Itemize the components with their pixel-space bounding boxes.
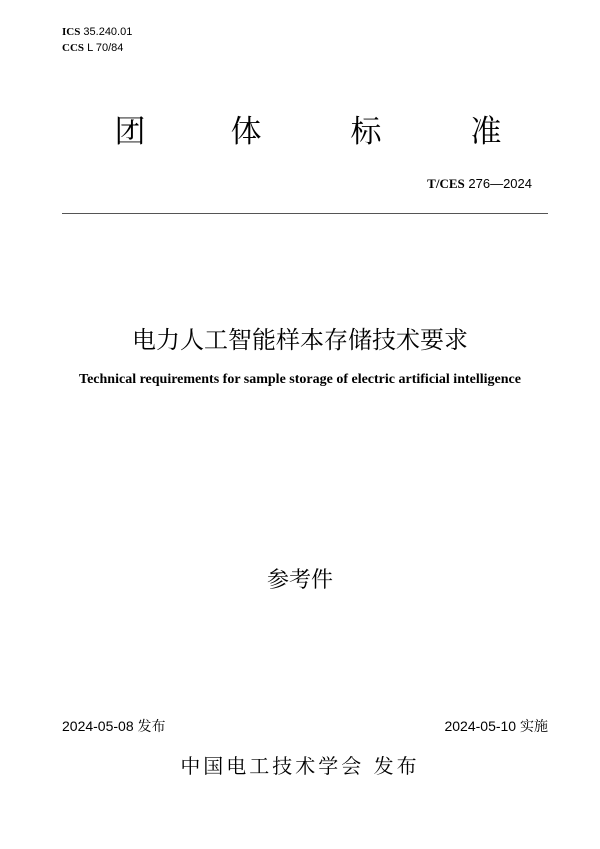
ics-code — [62, 26, 132, 38]
watermark-label: 参考件 — [266, 568, 333, 593]
publisher: 中国电工技术学会 发布 — [180, 754, 420, 778]
header-divider — [62, 213, 548, 214]
ccs-value: L 70/84 — [87, 42, 124, 54]
title-chinese: 电力人工智能样本存储技术要求 — [132, 326, 468, 354]
ccs-label: CCS — [62, 42, 85, 54]
implement-date: 2024-05-10 实施 — [444, 718, 548, 734]
standard-code-prefix: T/CES — [427, 176, 465, 191]
title-english: Technical requirements for sample storage of electric artificial intelligence — [79, 372, 521, 387]
standard-type-char: 团 — [114, 114, 146, 150]
standard-type-char: 标 — [350, 114, 382, 150]
ccs-code — [62, 42, 123, 54]
standard-code-number: 276—2024 — [468, 176, 532, 191]
standard-code — [427, 176, 532, 192]
ics-label: ICS — [62, 26, 81, 38]
publish-date: 2024-05-08 发布 — [62, 718, 166, 734]
standard-type-char: 体 — [230, 114, 262, 150]
ics-value: 35.240.01 — [83, 26, 133, 38]
standard-type-char: 准 — [470, 114, 502, 150]
